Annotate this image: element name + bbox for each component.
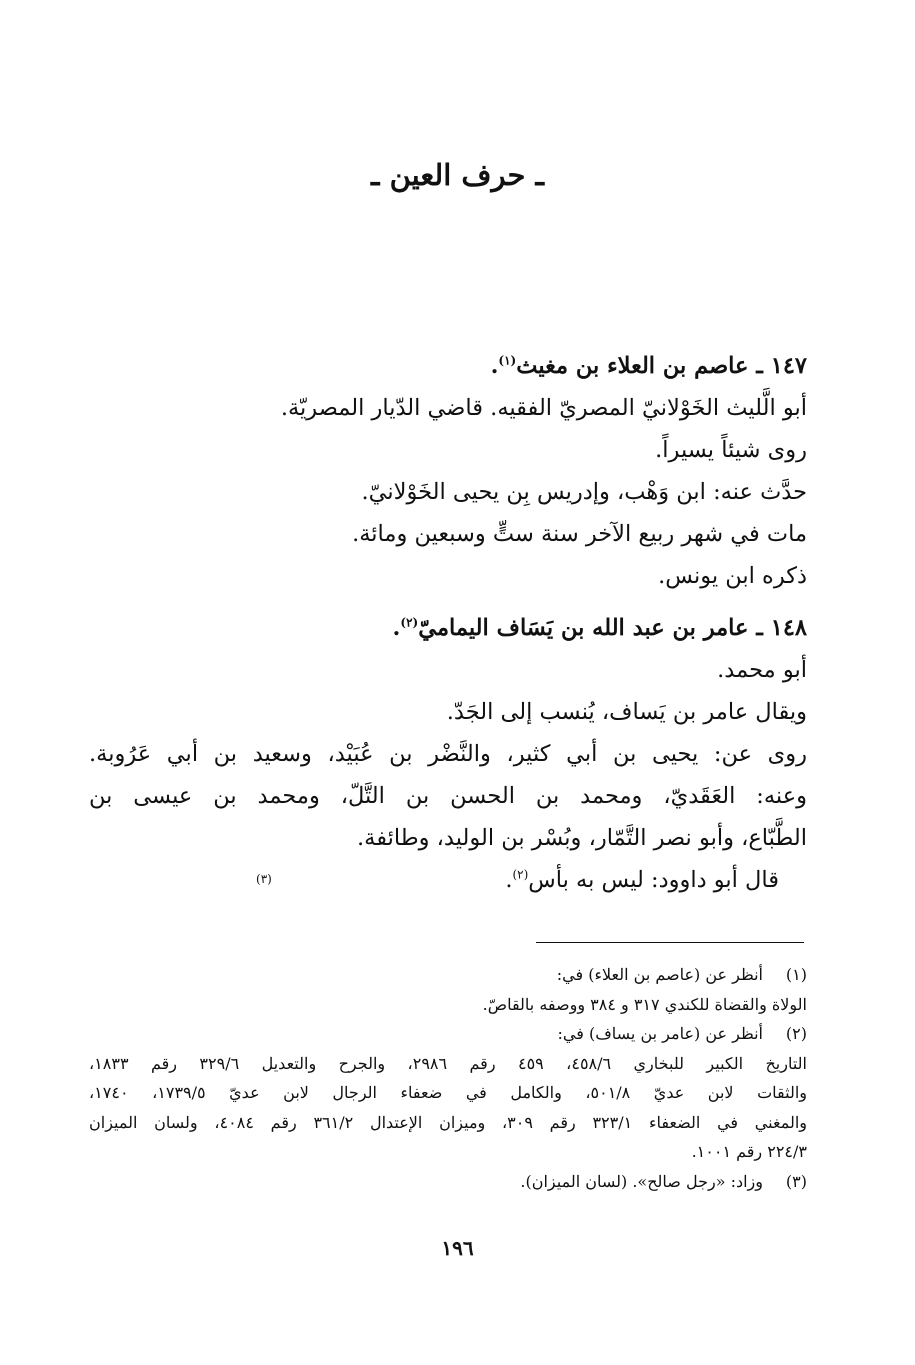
- entry-heading-text: ١٤٧ ـ عاصم بن العلاء بن مغيث: [516, 353, 807, 379]
- footnote-number: (٢): [785, 1024, 807, 1043]
- entry-gap: [89, 597, 807, 607]
- footnote-number: (١): [785, 965, 807, 984]
- entry-line: روى عن: يحيى بن أبي كثير، والنَّضْر بن عُبَيْد، وسعيد بن أبي عَرُوبة.: [89, 741, 807, 767]
- footnote-line: [89, 960, 807, 990]
- entry-line: وعنه: العَقَديّ، ومحمد بن الحسن بن التَّلّ، ومحمد بن عيسى بن: [89, 783, 807, 809]
- chapter-title: ـ حرف العين ـ: [371, 158, 544, 192]
- entry-line-text: قال أبو داوود: ليس به بأس: [528, 867, 779, 893]
- footnote-line: الولاة والقضاة للكندي ٣١٧ و ٣٨٤ ووصفه بالقاصّ.: [482, 994, 807, 1014]
- footnote-line: والثقات لابن عديّ ٥٠١/٨، والكامل في ضعفاء الرجال لابن عديّ ١٧٣٩/٥، ١٧٤٠،: [89, 1083, 807, 1102]
- entry-line: مات في شهر ربيع الآخر سنة ستٍّ وسبعين ومائة.: [352, 521, 807, 547]
- entry-line-end: .: [505, 867, 513, 893]
- entry-line: روى شيئاً يسيراً.: [655, 437, 807, 463]
- entry-heading-end: .: [392, 615, 401, 641]
- main-text: [89, 345, 807, 901]
- footnote-line: ٢٢٤/٣ رقم ١٠٠١.: [691, 1142, 807, 1161]
- entry-line: ويقال عامر بن يَساف، يُنسب إلى الجَدّ.: [446, 699, 807, 725]
- entry-line: حدَّث عنه: ابن وَهْب، وإدريس بِن يحيى الخَوْلانيّ.: [361, 479, 807, 505]
- entry-line: أبو الَّليث الخَوْلانيّ المصريّ الفقيه. قاضي الدّيار المصريّة.: [280, 395, 807, 421]
- footnote-number: (٣): [785, 1171, 807, 1191]
- footnote-marker: (٢): [512, 867, 529, 882]
- footnote-divider: [536, 942, 804, 943]
- footnote-text: أنظر عن (عامر بن يساف) في:: [557, 1024, 763, 1043]
- footnote-text: أنظر عن (عاصم بن العلاء) في:: [556, 965, 763, 984]
- footnote-line: [89, 1167, 807, 1197]
- footnote-marker: (٣): [256, 872, 272, 886]
- entry-line: [89, 859, 807, 901]
- footnotes: [89, 960, 807, 1196]
- footnote-marker: (٢): [400, 615, 419, 630]
- footnote-line: والمغني في الضعفاء ٣٢٣/١ رقم ٣٠٩، وميزان الإعتدال ٣٦١/٢ رقم ٤٠٨٤، ولسان الميزان: [89, 1112, 807, 1132]
- entry-heading: [89, 607, 807, 649]
- footnote-line: [89, 1019, 807, 1049]
- entry-line: أبو محمد.: [717, 657, 807, 683]
- footnote-text: وزاد: «رجل صالح». (لسان الميزان).: [520, 1171, 763, 1191]
- entry-heading-end: .: [490, 353, 499, 379]
- entry-line: ذكره ابن يونس.: [658, 563, 807, 589]
- footnote-line: التاريخ الكبير للبخاري ٤٥٨/٦، ٤٥٩ رقم ٢٩٨٦، والجرح والتعديل ٣٢٩/٦ رقم ١٨٣٣،: [89, 1053, 808, 1073]
- entry-heading: [89, 345, 807, 387]
- footnote-marker: (١): [498, 353, 517, 368]
- entry-line: الطَّبّاع، وأبو نصر التَّمّار، وبُسْر بن الوليد، وطائفة.: [357, 825, 807, 851]
- entry-heading-text: ١٤٨ ـ عامر بن عبد الله بن يَسَاف اليماميّ: [418, 615, 807, 641]
- page-number: ١٩٦: [441, 1236, 474, 1260]
